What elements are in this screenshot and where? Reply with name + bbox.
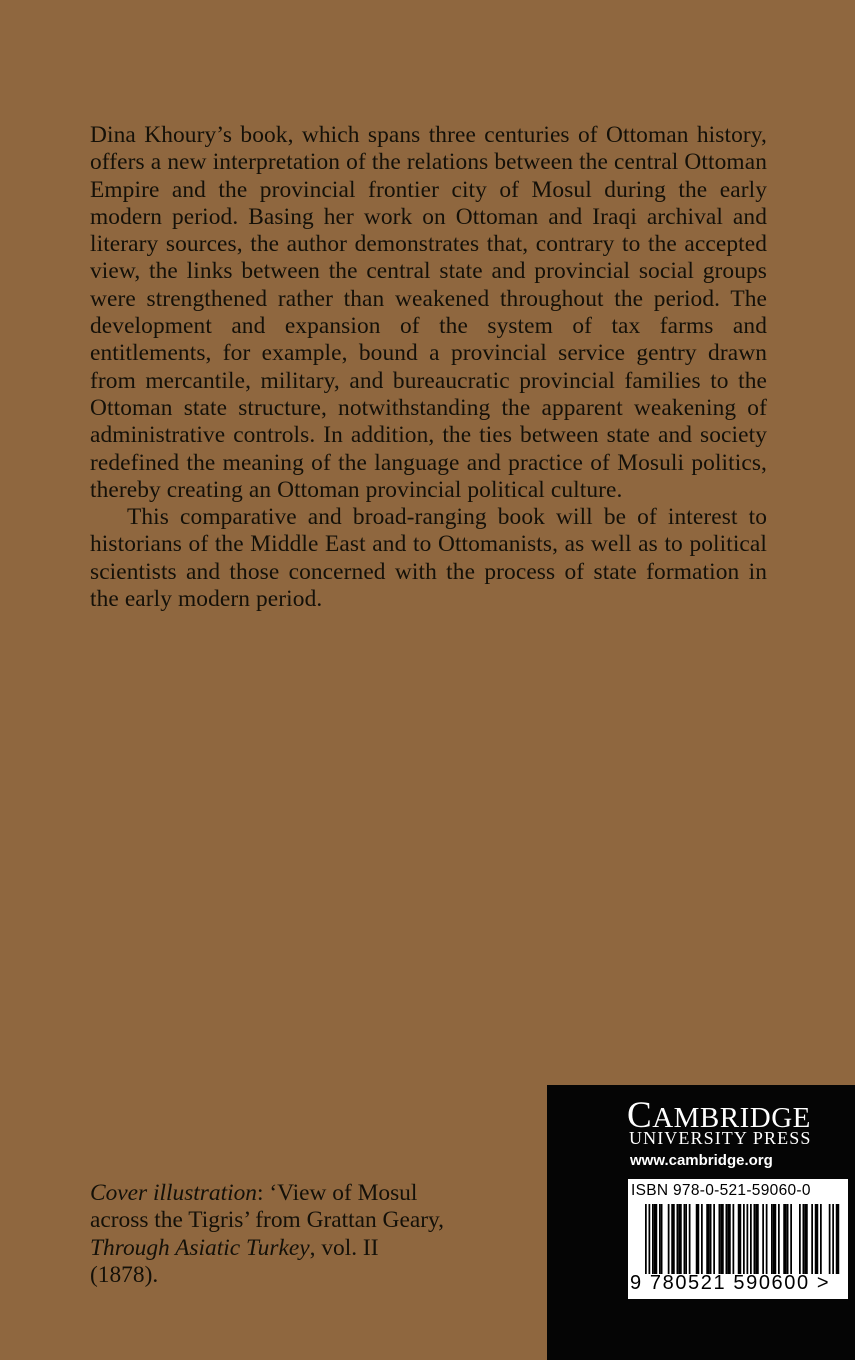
publisher-name-rest: AMBRIDGE: [652, 1102, 811, 1134]
barcode-bar: [677, 1204, 679, 1274]
barcode-bar: [656, 1204, 658, 1274]
barcode-bar: [817, 1204, 819, 1274]
blurb: [90, 122, 767, 613]
barcode-bar: [708, 1204, 710, 1274]
barcode-bar: [738, 1204, 740, 1274]
barcode-bar: [649, 1204, 651, 1274]
barcode-bar: [673, 1204, 675, 1274]
barcode-bar: [659, 1204, 661, 1274]
barcode-bar: [727, 1204, 729, 1274]
barcode-bar: [719, 1204, 721, 1274]
barcode-bar: [838, 1204, 840, 1274]
barcode-bar: [661, 1204, 663, 1274]
cover-illustration-credit: [90, 1180, 450, 1289]
barcode-bar: [689, 1204, 691, 1274]
barcode-bar: [787, 1204, 789, 1274]
barcode-bar: [803, 1204, 805, 1274]
barcode-bar: [706, 1204, 708, 1274]
barcode-bar: [733, 1204, 735, 1274]
barcode-bar: [790, 1204, 792, 1274]
barcode-digits: 9 780521 590600 >: [630, 1272, 831, 1294]
barcode-bar: [766, 1204, 768, 1274]
barcode-bar: [654, 1204, 656, 1274]
cover-credit-label: Cover illustration: [90, 1180, 257, 1206]
barcode-panel: [628, 1179, 848, 1299]
barcode-bar: [775, 1204, 777, 1274]
publisher-subtitle: UNIVERSITY PRESS: [629, 1128, 812, 1148]
barcode-bar: [778, 1204, 780, 1274]
barcode-bar: [652, 1204, 654, 1274]
barcode-bar: [804, 1204, 806, 1274]
barcode-bar: [743, 1204, 745, 1274]
barcode-bar: [680, 1204, 682, 1274]
barcode-bar: [785, 1204, 787, 1274]
cover-credit-separator: :: [257, 1180, 270, 1206]
cover-credit-text: ‘View of Mosul across the Tigris’ from Grattan Geary,: [90, 1180, 445, 1234]
barcode-bar: [750, 1204, 752, 1274]
barcode-bar: [701, 1204, 703, 1274]
barcode-bar: [815, 1204, 817, 1274]
barcode-bar: [754, 1204, 756, 1274]
barcode-bar: [755, 1204, 757, 1274]
barcode-bar: [836, 1204, 838, 1274]
barcode-bar: [729, 1204, 731, 1274]
barcode-bar: [762, 1204, 764, 1274]
barcode-bar: [747, 1204, 749, 1274]
barcode-bar: [811, 1204, 813, 1274]
barcode-bar: [773, 1204, 775, 1274]
barcode-bar: [722, 1204, 724, 1274]
publisher-box: [547, 1085, 855, 1360]
barcode-bar: [685, 1204, 687, 1274]
barcode-bar: [783, 1204, 785, 1274]
barcode-bar: [799, 1204, 801, 1274]
barcode-bar: [720, 1204, 722, 1274]
barcode-bar: [832, 1204, 834, 1274]
blurb-paragraph-1: Dina Khoury’s book, which spans three centuries of Ottoman history, offers a new interpretation of the relations between the central Ottoman Empire and the provincial frontier city of Mosul during the early modern period. Basing her work on Ottoman and Iraqi archival and literary sources, the author demonstrates that, contrary to the accepted view, the links between the central state and provincial social groups were strengthened rather than weakened throughout the period. The development and expansion of the system of tax farms and entitlements, for example, bound a provincial service gentry drawn from mercantile, military, and bureaucratic provincial families to the Ottoman state structure, notwithstanding the apparent weakening of administrative controls. In addition, the ties between state and society redefined the meaning of the language and practice of Mosuli politics, thereby creating an Ottoman provincial political culture.: [90, 122, 767, 503]
barcode-bar: [771, 1204, 773, 1274]
cover-credit-volume: , vol. II (1878).: [90, 1234, 379, 1288]
cover-credit-book-title: Through Asiatic Turkey: [90, 1234, 310, 1261]
barcode-bar: [698, 1204, 700, 1274]
barcode-bar: [710, 1204, 712, 1274]
barcode-bar: [740, 1204, 742, 1274]
barcode-bar: [806, 1204, 808, 1274]
barcode-bar: [713, 1204, 715, 1274]
barcode-bar: [820, 1204, 822, 1274]
barcode-bar: [757, 1204, 759, 1274]
barcode-bar: [696, 1204, 698, 1274]
blurb-paragraph-2: This comparative and broad-ranging book will be of interest to historians of the Middle East and to Ottomanists, as well as to political scientists and those concerned with the process of state formation in the early modern period.: [90, 504, 767, 613]
publisher-name-initial: C: [627, 1095, 653, 1136]
barcode-bar: [668, 1204, 670, 1274]
barcode-bar: [829, 1204, 831, 1274]
barcode-bar: [645, 1204, 647, 1274]
publisher-url: www.cambridge.org: [630, 1152, 773, 1169]
barcode-bar: [726, 1204, 728, 1274]
barcode-bar: [678, 1204, 680, 1274]
barcode-bar: [684, 1204, 686, 1274]
isbn-label: ISBN 978-0-521-59060-0: [631, 1182, 811, 1199]
barcode-bar: [671, 1204, 673, 1274]
